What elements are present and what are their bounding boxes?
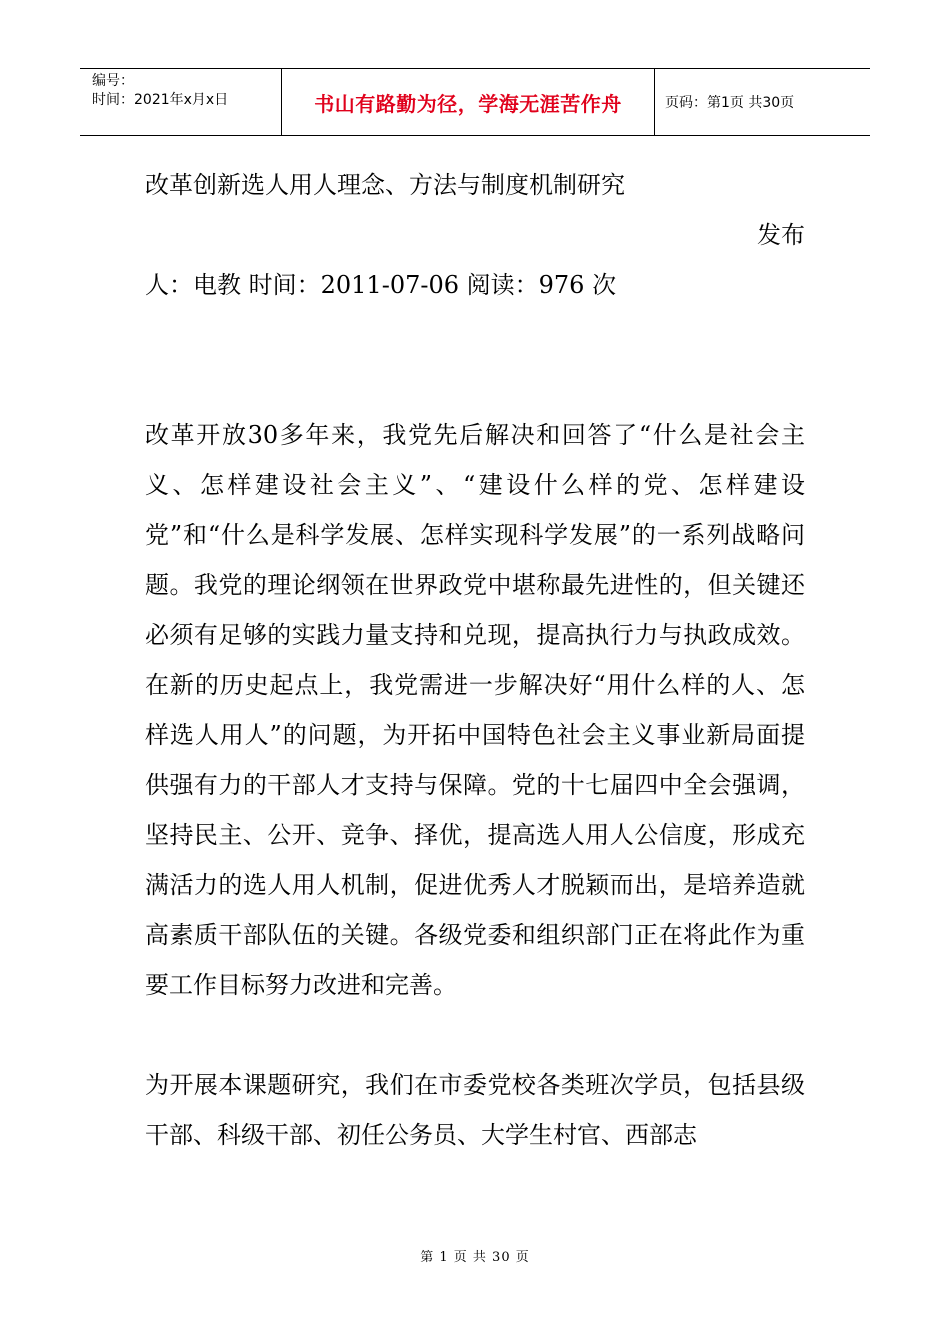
code-label: 编号： xyxy=(92,73,134,89)
publisher-line-1: 发布 xyxy=(757,221,805,249)
page-info-text: 页码：第1页 共30页 xyxy=(665,95,795,111)
article-title: 改革创新选人用人理念、方法与制度机制研究 xyxy=(145,171,625,199)
paragraph-2: 为开展本课题研究，我们在市委党校各类班次学员，包括县级干部、科级干部、初任公务员、大学生村官、西部志 xyxy=(145,1071,805,1149)
date-text: 时间：2021年x月x日 xyxy=(92,92,229,108)
header-meta-cell xyxy=(80,69,282,135)
publisher-line-2: 人：电教 时间：2011-07-06 阅读：976 次 xyxy=(145,271,617,299)
document-header xyxy=(80,68,870,136)
paragraph-1: 改革开放30多年来，我党先后解决和回答了“什么是社会主义、怎样建设社会主义”、“建设什么样的党、怎样建设党”和“什么是科学发展、怎样实现科学发展”的一系列战略问题。我党的理论纲领在世界政党中堪称最先进性的，但关键还必须有足够的实践力量支持和兑现，提高执行力与执政成效。在新的历史起点上，我党需进一步解决好“用什么样的人、怎样选人用人”的问题，为开拓中国特色社会主义事业新局面提供强有力的干部人才支持与保障。党的十七届四中全会强调，坚持民主、公开、竞争、择优，提高选人用人公信度，形成充满活力的选人用人机制，促进优秀人才脱颖而出，是培养造就高素质干部队伍的关键。各级党委和组织部门正在将此作为重要工作目标努力改进和完善。 xyxy=(145,421,805,999)
page-footer: 第 1 页 共 30 页 xyxy=(420,1250,530,1265)
article-body xyxy=(145,160,805,1160)
header-motto-cell xyxy=(282,69,655,135)
motto-text: 书山有路勤为径，学海无涯苦作舟 xyxy=(314,91,622,116)
header-page-cell xyxy=(655,69,870,135)
